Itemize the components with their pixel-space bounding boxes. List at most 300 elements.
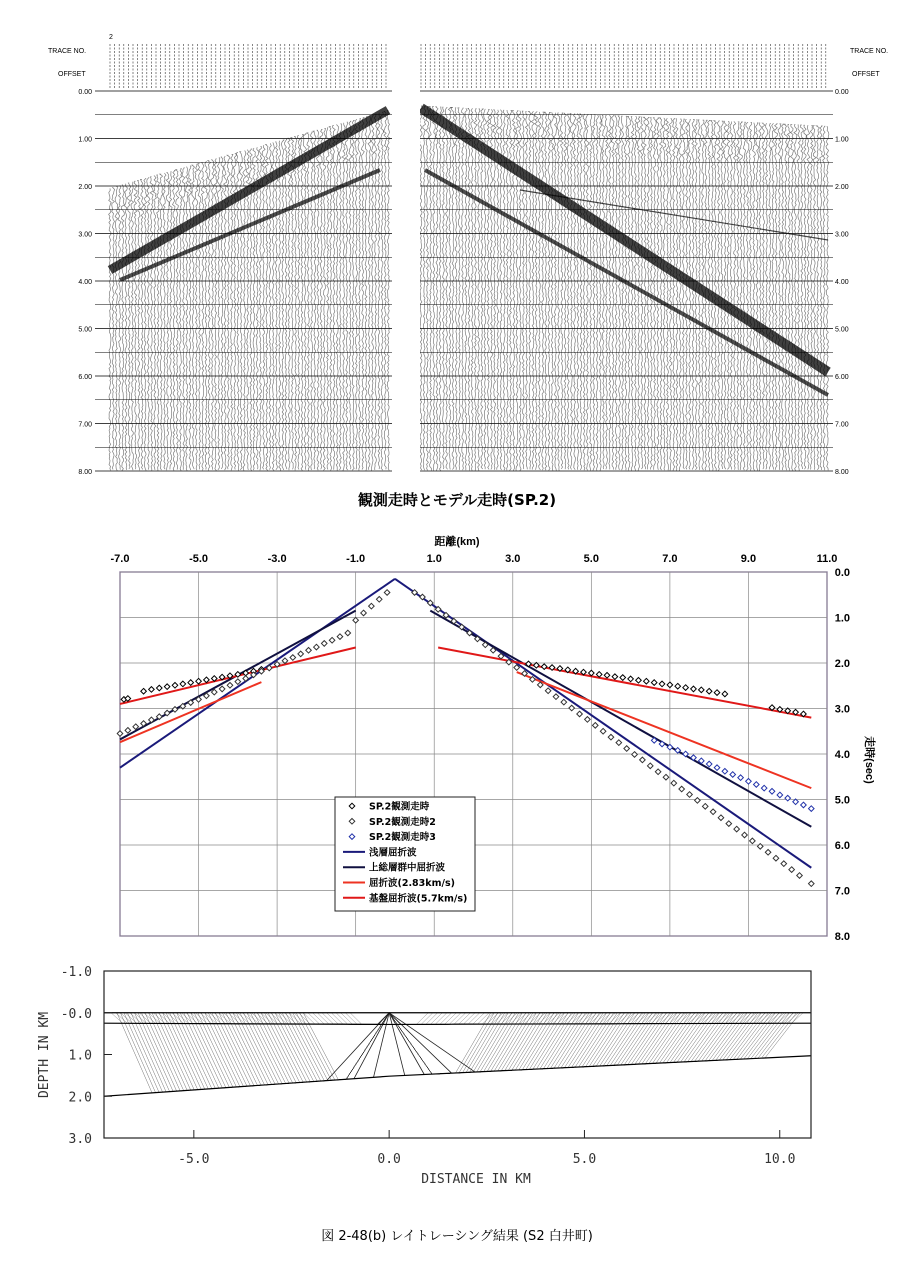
seismic-trace bbox=[816, 126, 819, 470]
seismic-trace bbox=[471, 109, 474, 471]
seismic-trace bbox=[637, 117, 640, 471]
x-tick-label: -5.0 bbox=[189, 553, 209, 565]
seismic-trace bbox=[823, 126, 826, 470]
seismic-trace bbox=[525, 111, 528, 469]
x-tick-label: -1.0 bbox=[346, 553, 366, 565]
seismic-trace bbox=[769, 123, 772, 469]
x-tick-label: 5.0 bbox=[583, 553, 599, 565]
ray-path-shallow bbox=[389, 1013, 480, 1025]
seismic-trace bbox=[125, 184, 128, 470]
ray-path bbox=[389, 1013, 522, 1074]
time-tick-label-left: 7.00 bbox=[78, 421, 92, 429]
data-point bbox=[180, 681, 186, 687]
data-point bbox=[808, 881, 814, 887]
data-point bbox=[738, 775, 744, 781]
seismic-trace bbox=[291, 137, 294, 469]
figure-caption: 図 2-48(b) レイトレーシング結果 (S2 白井町) bbox=[321, 1229, 593, 1244]
data-point bbox=[746, 779, 752, 785]
seismic-trace bbox=[695, 120, 698, 470]
seismic-trace bbox=[692, 120, 695, 470]
x-tick-label: 3.0 bbox=[505, 553, 521, 565]
data-point bbox=[608, 734, 614, 740]
seismic-trace bbox=[188, 166, 191, 470]
data-point bbox=[188, 680, 194, 686]
seismic-trace bbox=[730, 122, 733, 470]
data-point bbox=[384, 590, 390, 596]
data-point bbox=[628, 676, 634, 682]
traveltime-axis-title: 走時(sec) bbox=[863, 736, 875, 784]
data-point bbox=[306, 647, 312, 653]
x-tick-label: -7.0 bbox=[110, 553, 130, 565]
seismic-trace bbox=[753, 123, 756, 471]
seismic-trace bbox=[570, 114, 573, 470]
seismic-trace bbox=[153, 176, 156, 470]
data-point bbox=[750, 838, 756, 844]
seismic-trace bbox=[163, 173, 166, 469]
seismic-trace bbox=[618, 116, 621, 470]
seismic-trace bbox=[265, 145, 268, 471]
seismic-trace bbox=[144, 179, 147, 471]
seismic-trace bbox=[169, 171, 172, 469]
seismic-trace bbox=[621, 116, 624, 470]
seismic-trace bbox=[320, 129, 323, 469]
arrival-band-right-3 bbox=[520, 190, 828, 240]
data-point bbox=[699, 687, 705, 693]
data-point bbox=[797, 873, 803, 879]
data-point bbox=[227, 682, 233, 688]
ray-path bbox=[389, 1013, 635, 1074]
depth-tick-label: 3.0 bbox=[68, 1132, 92, 1147]
seismic-trace bbox=[374, 114, 377, 470]
seismic-trace bbox=[109, 188, 112, 470]
data-point bbox=[651, 680, 657, 686]
ray-path bbox=[389, 1013, 596, 1074]
seismic-trace bbox=[660, 118, 663, 470]
seismic-trace bbox=[826, 126, 829, 470]
seismic-trace bbox=[609, 115, 612, 469]
distance-axis-title: 距離(km) bbox=[434, 536, 480, 548]
ray-path bbox=[389, 1013, 575, 1074]
seismic-trace bbox=[593, 115, 596, 471]
interface-line bbox=[104, 1023, 811, 1024]
seismic-trace bbox=[284, 139, 287, 469]
distance-in-km-title: DISTANCE IN KM bbox=[421, 1172, 531, 1187]
seismic-trace bbox=[279, 141, 281, 471]
seismic-trace bbox=[736, 122, 739, 470]
seismic-trace bbox=[304, 134, 307, 470]
time-tick-label-right: 4.00 bbox=[835, 279, 849, 286]
ray-path-shallow bbox=[389, 1013, 803, 1025]
seismic-trace bbox=[435, 107, 438, 471]
model-interfaces bbox=[104, 1013, 811, 1097]
ray-path bbox=[389, 1013, 726, 1074]
time-tick-label-right: 2.00 bbox=[835, 184, 849, 191]
data-point bbox=[659, 681, 665, 687]
seismic-trace bbox=[676, 119, 679, 471]
data-point bbox=[553, 694, 559, 700]
legend-label: SP.2観測走時 bbox=[369, 801, 430, 813]
data-point bbox=[290, 655, 296, 661]
seismic-trace bbox=[377, 113, 380, 469]
y-tick-label: 2.0 bbox=[834, 658, 850, 670]
seismic-trace bbox=[166, 172, 169, 470]
seismic-trace bbox=[269, 144, 272, 470]
seismic-trace bbox=[679, 119, 682, 471]
model-line bbox=[438, 648, 811, 718]
data-point bbox=[714, 765, 720, 771]
ray-path bbox=[389, 1013, 624, 1074]
time-tick-label-right: 6.00 bbox=[835, 374, 849, 381]
y-tick-label: 5.0 bbox=[834, 794, 850, 807]
seismic-trace bbox=[590, 115, 593, 471]
ray-path bbox=[389, 1013, 526, 1074]
data-point bbox=[577, 711, 583, 717]
ray-path bbox=[389, 1013, 610, 1074]
seismic-trace bbox=[545, 112, 548, 470]
time-tick-label-right: 3.00 bbox=[835, 231, 849, 239]
trace-header-ticks bbox=[110, 44, 826, 88]
distance-tick-label: 5.0 bbox=[572, 1152, 597, 1167]
data-point bbox=[636, 677, 642, 683]
data-point bbox=[695, 798, 701, 804]
offset-label-left: OFFSET bbox=[58, 71, 86, 78]
legend-label: 上総層群中屈折波 bbox=[369, 862, 446, 874]
x-tick-label: 9.0 bbox=[740, 553, 757, 565]
panel-gap bbox=[392, 90, 420, 473]
seismic-trace bbox=[329, 127, 332, 471]
data-point bbox=[337, 634, 343, 640]
ray-path-shallow bbox=[214, 1013, 389, 1025]
data-point bbox=[632, 752, 638, 758]
legend-label: SP.2観測走時2 bbox=[369, 816, 436, 828]
ray-path bbox=[389, 1013, 789, 1074]
data-point bbox=[125, 728, 131, 734]
ray-path bbox=[389, 1013, 796, 1074]
seismic-trace bbox=[554, 113, 557, 471]
seismic-trace bbox=[797, 125, 800, 471]
ray-path-shallow bbox=[280, 1013, 389, 1025]
ray-path-shallow bbox=[341, 1013, 389, 1025]
data-point bbox=[164, 684, 170, 690]
seismic-trace bbox=[484, 109, 487, 469]
seismic-trace bbox=[787, 124, 790, 470]
data-point bbox=[219, 686, 225, 692]
seismic-trace bbox=[477, 109, 480, 471]
ray-path bbox=[389, 1013, 491, 1074]
data-point bbox=[667, 682, 673, 688]
data-point bbox=[600, 728, 606, 734]
seismic-trace bbox=[800, 125, 803, 469]
seismic-trace bbox=[720, 121, 723, 469]
seismic-trace bbox=[426, 106, 429, 470]
model-line bbox=[120, 579, 395, 768]
seismic-trace bbox=[157, 175, 160, 471]
seismic-trace bbox=[669, 119, 672, 471]
ray-path bbox=[289, 1013, 389, 1081]
time-tick-label-right: 5.00 bbox=[835, 326, 849, 334]
seismic-trace bbox=[781, 124, 784, 470]
ray-path-shallow bbox=[233, 1013, 389, 1025]
data-point bbox=[644, 678, 650, 684]
trace-no-label-right: TRACE NO. bbox=[850, 48, 889, 55]
data-point bbox=[149, 687, 155, 693]
seismic-trace bbox=[627, 116, 630, 470]
data-point bbox=[726, 821, 732, 827]
data-point bbox=[345, 630, 351, 636]
seismic-trace bbox=[195, 164, 198, 470]
data-point bbox=[671, 780, 677, 786]
time-tick-label-right: 0.00 bbox=[835, 89, 849, 96]
seismic-trace bbox=[538, 112, 541, 470]
seismic-trace bbox=[791, 125, 794, 471]
data-point bbox=[361, 610, 367, 616]
seismic-section bbox=[48, 34, 888, 509]
ray-path bbox=[389, 1013, 782, 1074]
seismic-trace bbox=[596, 115, 599, 471]
seismic-trace bbox=[650, 118, 653, 470]
seismic-trace bbox=[294, 136, 297, 470]
seismic-trace bbox=[176, 170, 179, 470]
seismic-trace bbox=[371, 115, 374, 471]
data-point bbox=[710, 809, 716, 815]
data-point bbox=[624, 746, 630, 752]
seismic-trace bbox=[323, 128, 326, 470]
seismic-trace bbox=[429, 107, 432, 471]
data-point bbox=[298, 651, 304, 657]
y-tick-label: 8.0 bbox=[834, 931, 850, 943]
seismic-trace bbox=[733, 122, 736, 470]
data-point bbox=[691, 686, 697, 692]
seismic-trace bbox=[259, 146, 262, 470]
data-point bbox=[718, 815, 724, 821]
seismic-trace bbox=[759, 123, 762, 471]
travel-time-y-ticks bbox=[835, 567, 850, 943]
data-point bbox=[647, 763, 653, 769]
data-point bbox=[620, 675, 626, 681]
seismic-trace bbox=[349, 121, 352, 469]
ray-path-shallow bbox=[389, 1013, 451, 1025]
seismic-trace bbox=[685, 119, 688, 469]
seismic-trace bbox=[262, 145, 265, 469]
data-point bbox=[655, 769, 661, 775]
seismic-trace bbox=[345, 122, 348, 470]
seismic-trace bbox=[307, 133, 310, 471]
seismic-trace bbox=[519, 111, 522, 471]
seismic-trace bbox=[784, 124, 787, 470]
data-point bbox=[329, 637, 335, 643]
data-point bbox=[706, 761, 712, 767]
seismic-trace bbox=[743, 122, 746, 470]
time-axis-left bbox=[78, 89, 92, 476]
ray-path bbox=[389, 1013, 515, 1074]
seismic-trace bbox=[439, 107, 442, 471]
data-point bbox=[141, 688, 147, 694]
seismic-trace bbox=[121, 185, 124, 471]
time-tick-label-left: 1.00 bbox=[78, 136, 92, 144]
data-point bbox=[808, 806, 814, 812]
seismic-trace bbox=[656, 118, 659, 470]
ray-path-shallow bbox=[389, 1013, 508, 1025]
seismic-trace bbox=[272, 143, 275, 471]
seismic-trace bbox=[560, 113, 563, 469]
seismic-trace bbox=[631, 117, 634, 471]
seismic-trace bbox=[599, 115, 602, 471]
seismic-trace bbox=[246, 150, 249, 470]
ray-path-shallow bbox=[270, 1013, 389, 1025]
ray-path-shallow bbox=[144, 1013, 389, 1025]
seismic-trace bbox=[493, 110, 496, 470]
ray-path bbox=[389, 1013, 758, 1074]
data-point bbox=[235, 679, 241, 685]
legend-label: 屈折波(2.83km/s) bbox=[369, 878, 455, 889]
travel-time-chart bbox=[111, 534, 877, 943]
seismic-trace bbox=[365, 117, 367, 471]
seismic-trace bbox=[490, 110, 493, 470]
ray-path-shallow bbox=[336, 1013, 389, 1025]
offset-label-right: OFFSET bbox=[852, 71, 880, 78]
time-tick-label-left: 6.00 bbox=[78, 374, 92, 381]
seismic-trace bbox=[134, 181, 137, 469]
ray-path bbox=[300, 1013, 389, 1080]
data-point bbox=[754, 782, 760, 788]
seismic-trace bbox=[749, 123, 752, 471]
seismic-trace bbox=[663, 118, 666, 470]
data-point bbox=[789, 867, 795, 873]
data-point bbox=[683, 685, 689, 691]
x-tick-label: 1.0 bbox=[426, 553, 442, 565]
legend-label: SP.2観測走時3 bbox=[369, 832, 436, 844]
seismic-trace bbox=[355, 119, 358, 469]
seismic-trace bbox=[243, 151, 246, 471]
data-point bbox=[742, 832, 748, 838]
data-point bbox=[687, 792, 693, 798]
data-point bbox=[211, 689, 217, 695]
seismic-trace bbox=[820, 126, 823, 470]
seismic-trace bbox=[300, 135, 303, 471]
seismic-trace bbox=[361, 118, 364, 470]
seismic-trace bbox=[605, 115, 608, 469]
ray-plot-axes bbox=[61, 965, 796, 1167]
ray-path bbox=[389, 1013, 512, 1074]
data-point bbox=[569, 705, 575, 711]
distance-tick-label: 0.0 bbox=[377, 1152, 401, 1167]
data-point bbox=[196, 678, 202, 684]
model-line bbox=[430, 611, 811, 827]
seismic-trace bbox=[423, 106, 426, 470]
seismic-trace bbox=[634, 117, 636, 471]
x-tick-label: 11.0 bbox=[816, 553, 838, 565]
legend bbox=[335, 797, 475, 911]
seismic-title: 観測走時とモデル走時(SP.2) bbox=[357, 491, 557, 509]
data-point bbox=[321, 641, 327, 647]
x-tick-label: 7.0 bbox=[662, 553, 678, 565]
direct-ray bbox=[327, 1013, 389, 1081]
seismic-trace bbox=[580, 114, 583, 470]
seismic-trace bbox=[368, 116, 371, 470]
data-point bbox=[604, 672, 610, 678]
seismic-trace bbox=[547, 112, 550, 470]
seismic-trace bbox=[583, 114, 586, 470]
seismic-wiggle-panels bbox=[95, 90, 833, 473]
data-point bbox=[314, 644, 320, 650]
seismic-trace bbox=[688, 119, 691, 469]
seismic-trace bbox=[586, 114, 589, 470]
seismic-trace bbox=[182, 168, 185, 470]
ray-path bbox=[389, 1013, 554, 1074]
data-point bbox=[722, 768, 728, 774]
data-point bbox=[663, 774, 669, 780]
data-point bbox=[545, 688, 551, 694]
seismic-trace bbox=[313, 131, 316, 469]
data-point bbox=[369, 603, 375, 609]
seismic-trace bbox=[342, 123, 345, 471]
seismic-trace bbox=[432, 107, 435, 471]
seismic-trace bbox=[807, 125, 810, 469]
time-tick-label-left: 4.00 bbox=[78, 279, 92, 286]
data-point bbox=[765, 849, 771, 855]
seismic-trace bbox=[564, 113, 567, 469]
data-point bbox=[353, 617, 359, 623]
data-point bbox=[172, 682, 178, 688]
seismic-trace bbox=[445, 107, 448, 469]
depth-axis-title: DEPTH IN KM bbox=[37, 1011, 52, 1099]
ray-tracing-chart bbox=[37, 965, 811, 1187]
ray-path bbox=[389, 1013, 494, 1074]
seismic-trace bbox=[452, 108, 455, 470]
data-point bbox=[702, 804, 708, 810]
seismic-trace bbox=[339, 124, 342, 470]
ray-path-shallow bbox=[299, 1013, 390, 1025]
seismic-trace bbox=[813, 126, 816, 470]
travel-time-x-ticks bbox=[111, 553, 838, 565]
seismic-trace bbox=[724, 121, 727, 469]
seismic-trace bbox=[336, 125, 339, 471]
direct-ray bbox=[374, 1013, 390, 1078]
seismic-trace bbox=[252, 148, 255, 470]
seismic-trace bbox=[333, 126, 336, 470]
ray-path-shallow bbox=[389, 1013, 564, 1025]
seismic-trace bbox=[179, 169, 182, 471]
ray-path bbox=[389, 1013, 578, 1074]
data-point bbox=[596, 672, 602, 678]
depth-tick-label: 2.0 bbox=[68, 1090, 92, 1106]
seismic-trace bbox=[480, 109, 483, 469]
time-tick-label-left: 8.00 bbox=[78, 469, 92, 476]
time-tick-label-left: 0.00 bbox=[78, 89, 92, 96]
data-point bbox=[640, 757, 646, 763]
ray-path bbox=[389, 1013, 547, 1074]
ray-path bbox=[389, 1013, 765, 1074]
seismic-trace bbox=[249, 149, 252, 471]
seismic-trace bbox=[762, 123, 765, 469]
ray-plot-frame bbox=[104, 971, 811, 1138]
y-tick-label: 3.0 bbox=[834, 703, 850, 716]
seismic-trace bbox=[118, 186, 121, 470]
seismic-trace bbox=[138, 180, 141, 470]
seismic-trace bbox=[448, 107, 451, 469]
seismic-trace bbox=[557, 113, 560, 471]
data-point bbox=[117, 731, 123, 737]
seismic-trace bbox=[541, 112, 544, 470]
time-tick-label-right: 1.00 bbox=[835, 136, 849, 144]
seismic-trace bbox=[778, 124, 781, 470]
y-tick-label: 0.0 bbox=[834, 567, 850, 579]
seismic-trace bbox=[682, 119, 685, 469]
seismic-trace bbox=[810, 126, 813, 470]
seismic-trace bbox=[739, 122, 742, 470]
data-point bbox=[757, 844, 763, 850]
seismic-trace bbox=[673, 119, 676, 471]
